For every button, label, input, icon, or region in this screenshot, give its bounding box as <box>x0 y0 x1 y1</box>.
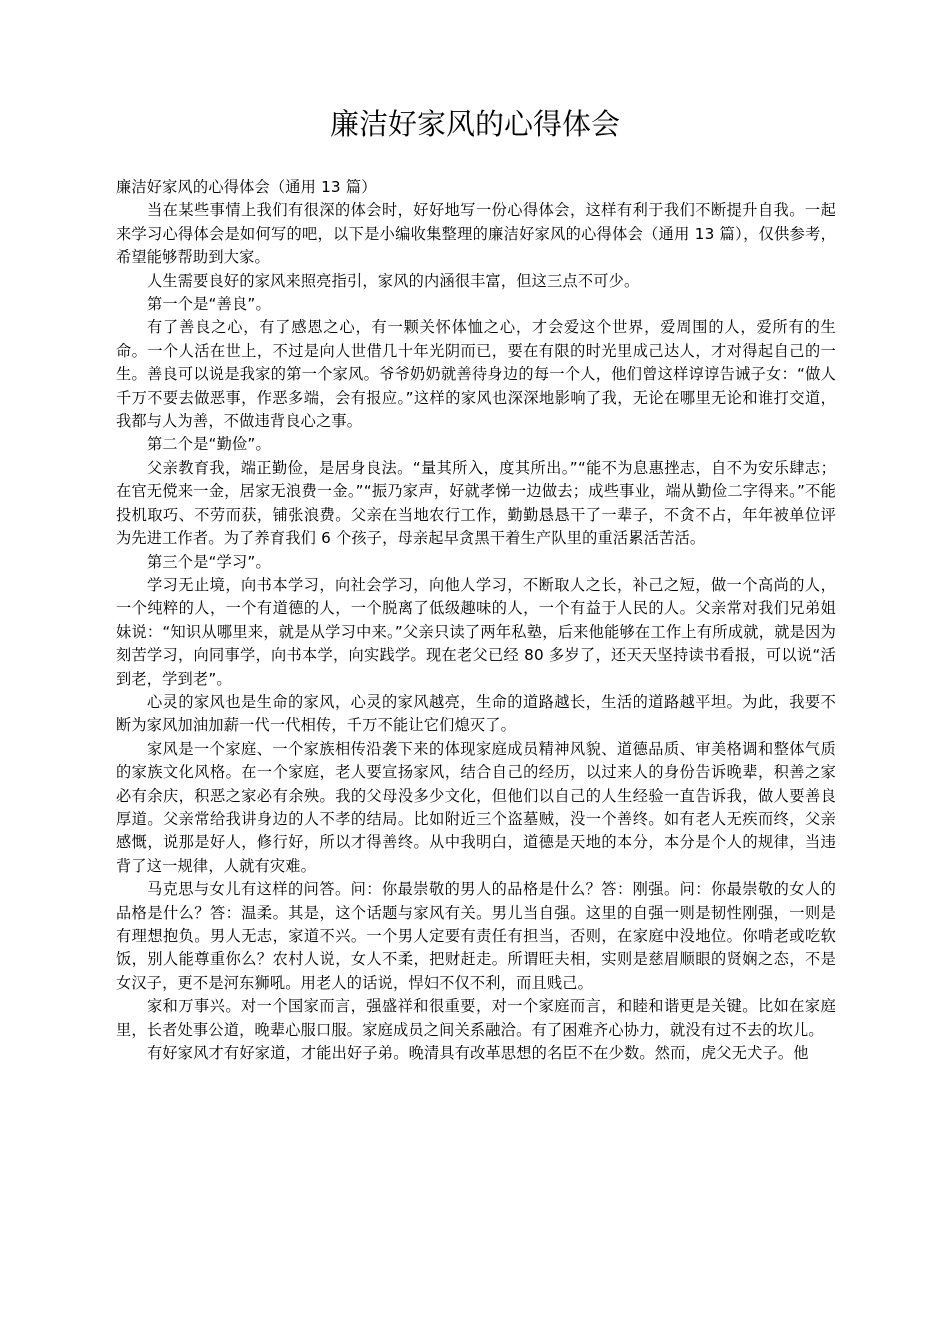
heading-learning: 第三个是“学习”。 <box>147 552 271 571</box>
paragraph-heart: 心灵的家风也是生命的家风，心灵的家风越亮，生命的道路越长，生活的道路越平坦。为此，我要不断为家风加油加薪一代一代相传，千万不能让它们熄灭了。 <box>116 692 836 735</box>
paragraph-definition: 家风是一个家庭、一个家族相传沿袭下来的体现家庭成员精神风貌、道德品质、审美格调和整体气质的家族文化风格。在一个家庭，老人要宣扬家风，结合自己的经历，以过来人的身份告诉晚辈，积善之家必有余庆，积恶之家必有余殃。我的父母没多少文化，但他们以自己的人生经验一直告诉我，做人要善良厚道。父亲常给我讲身边的人不孝的结局。比如附近三个盗墓贼，没一个善终。如有老人无疾而终，父亲感慨，说那是好人，修行好，所以才得善终。从中我明白，道德是天地的本分，本分是个人的规律，当违背了这一规律，人就有灾难。 <box>116 739 836 875</box>
heading-thrift: 第二个是“勤俭”。 <box>147 435 271 454</box>
paragraph-harmony: 家和万事兴。对一个国家而言，强盛祥和很重要，对一个家庭而言，和睦和谐更是关键。比如在家庭里，长者处事公道，晚辈心服口服。家庭成员之间关系融洽。有了困难齐心协力，就没有过不去的坎儿。 <box>116 997 836 1039</box>
document-body <box>116 176 836 1065</box>
paragraph-marx: 马克思与女儿有这样的问答。问：你最崇敬的男人的品格是什么？答：刚强。问：你最崇敬的女人的品格是什么？答：温柔。其是，这个话题与家风有关。男儿当自强。这里的自强一则是韧性刚强，一则是有理想抱负。男人无志，家道不兴。一个男人定要有责任有担当，否则，在家庭中没地位。你啃老或吃软饭，别人能尊重你么？农村人说，女人不柔，把财赶走。所谓旺夫相，实则是慈眉顺眼的贤娴之态，不是女汉子，更不是河东狮吼。用老人的话说，悍妇不仅不利，而且贱己。 <box>116 880 836 992</box>
document-subtitle: 廉洁好家风的心得体会（通用 13 篇） <box>116 178 377 196</box>
paragraph-good-family: 有好家风才有好家道，才能出好子弟。晚清具有改革思想的名臣不在少数。然而，虎父无犬子。他 <box>147 1044 809 1063</box>
paragraph-intro: 当在某些事情上我们有很深的体会时，好好地写一份心得体会，这样有利于我们不断提升自我。一起来学习心得体会是如何写的吧，以下是小编收集整理的廉洁好家风的心得体会（通用 13 篇），仅供参考，希望能够帮助到大家。 <box>116 201 836 267</box>
paragraph-thrift: 父亲教育我，端正勤俭，是居身良法。“量其所入，度其所出。”“能不为息惠挫志，自不为安乐肆志；在官无傥来一金，居家无浪费一金。”“振乃家声，好就孝悌一边做去；成些事业，端从勤俭二字得来。”不能投机取巧、不劳而获，铺张浪费。父亲在当地农行工作，勤勤恳恳干了一辈子，不贪不占，年年被单位评为先进工作者。为了养育我们 6 个孩子，母亲起早贪黑干着生产队里的重活累活苦活。 <box>116 458 836 548</box>
heading-kindness: 第一个是“善良”。 <box>147 295 271 314</box>
document-title: 廉洁好家风的心得体会 <box>329 107 620 141</box>
paragraph-learning: 学习无止境，向书本学习，向社会学习，向他人学习，不断取人之长，补己之短，做一个高尚的人，一个纯粹的人，一个有道德的人，一个脱离了低级趣味的人，一个有益于人民的人。父亲常对我们兄弟姐妹说：“知识从哪里来，就是从学习中来。”父亲只读了两年私塾，后来他能够在工作上有所成就，就是因为刻苦学习，向同事学，向书本学，向实践学。现在老父已经 80 多岁了，还天天坚持读书看报，可以说“活到老，学到老”。 <box>116 575 836 688</box>
paragraph-kindness: 有了善良之心，有了感恩之心，有一颗关怀体恤之心，才会爱这个世界，爱周围的人，爱所有的生命。一个人活在世上，不过是向人世借几十年光阴而已，要在有限的时光里成己达人，才对得起自己的一生。善良可以说是我家的第一个家风。爷爷奶奶就善待身边的每一个人，他们曾这样谆谆告诫子女：“做人千万不要去做恶事，作恶多端，会有报应。”这样的家风也深深地影响了我，无论在哪里无论和谁打交道，我都与人为善，不做违背良心之事。 <box>116 318 836 431</box>
paragraph-family-style: 人生需要良好的家风来照亮指引，家风的内涵很丰富，但这三点不可少。 <box>147 271 640 290</box>
